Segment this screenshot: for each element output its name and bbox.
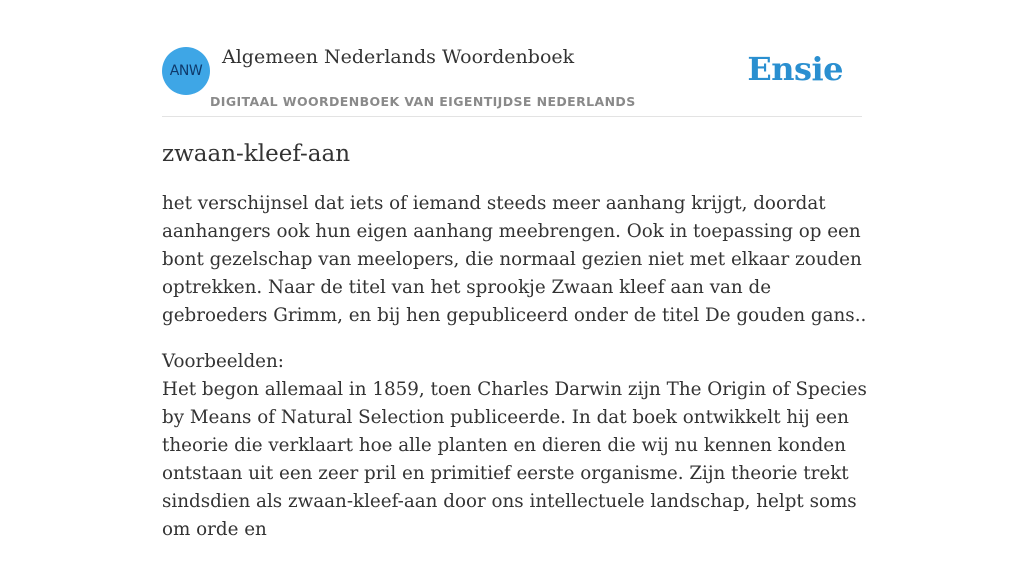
examples-label: Voorbeelden: — [162, 351, 284, 372]
source-subtitle: DIGITAAL WOORDENBOEK VAN EIGENTIJDSE NEDERLANDS — [210, 94, 636, 109]
entry-examples — [162, 348, 882, 544]
entry-word: zwaan-kleef-aan — [162, 141, 351, 167]
source-name[interactable]: Algemeen Nederlands Woordenboek — [222, 46, 575, 68]
examples-text: Het begon allemaal in 1859, toen Charles Darwin zijn The Origin of Species by Means of Natural Selection publiceerde. In dat boek ontwikkelt hij een theorie die verklaart hoe alle planten en dieren die wij nu kennen konden ontstaan uit een zeer pril en primitief eerste organisme. Zijn theorie trekt sindsdien als zwaan-kleef-aan door ons intellectuele landschap, helpt soms om orde en — [162, 379, 867, 540]
header — [162, 44, 862, 117]
entry-content — [162, 138, 882, 562]
entry-definition: het verschijnsel dat iets of iemand steeds meer aanhang krijgt, doordat aanhangers ook hun eigen aanhang meebrengen. Ook in toepassing op een bont gezelschap van meelopers, die normaal gezien niet met elkaar zouden optrekken. Naar de titel van het sprookje Zwaan kleef aan van de gebroeders Grimm, en bij hen gepubliceerd onder de titel De gouden gans.. — [162, 193, 867, 326]
anw-logo[interactable]: ANW — [162, 47, 210, 95]
ensie-logo[interactable]: Ensie — [747, 50, 843, 88]
